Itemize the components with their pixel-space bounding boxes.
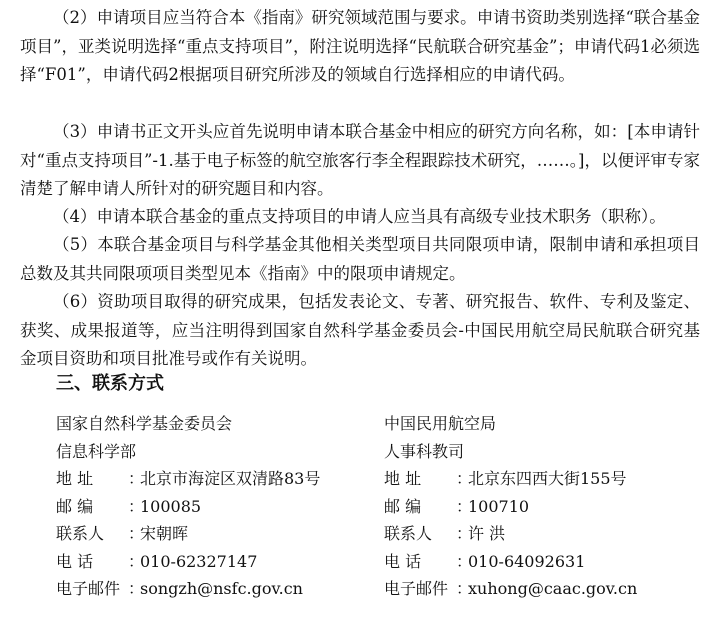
email-value[interactable]: songzh@nsfc.gov.cn	[140, 579, 303, 598]
email-value[interactable]: xuhong@caac.gov.cn	[468, 579, 638, 598]
contact-org: 国家自然科学基金委员会	[56, 414, 233, 433]
address-value: 北京市海淀区双清路83号	[140, 469, 321, 488]
address-label: 地 址 ：	[56, 469, 145, 488]
paragraph-5: （5）本联合基金项目与科学基金其他相关类型项目共同限项申请，限制申请和承担项目总数及其共同限项项目类型见本《指南》中的限项申请规定。	[20, 235, 700, 283]
postcode-value: 100085	[140, 496, 202, 516]
phone-label: 电 话 ：	[56, 551, 145, 571]
postcode-value: 100710	[468, 496, 530, 516]
contact-postcode-row	[384, 493, 704, 521]
contact-org: 中国民用航空局	[384, 414, 497, 433]
address-value: 北京东四西大街155号	[468, 469, 627, 488]
email-label: 电子邮件 ：	[56, 579, 145, 598]
person-value: 宋朝晖	[140, 524, 189, 543]
person-label: 联系人 ：	[384, 524, 473, 543]
contact-address-row	[56, 465, 376, 493]
contact-caac	[384, 410, 704, 603]
postcode-label: 邮 编 ：	[384, 496, 473, 516]
contact-phone-row	[384, 548, 704, 576]
phone-value: 010-64092631	[468, 551, 586, 571]
contact-heading: 三、联系方式	[56, 373, 164, 394]
contact-email-row	[384, 575, 704, 603]
contact-postcode-row	[56, 493, 376, 521]
contact-email-row	[56, 575, 376, 603]
postcode-label: 邮 编 ：	[56, 496, 145, 516]
contact-dept: 人事科教司	[384, 441, 465, 461]
person-label: 联系人 ：	[56, 524, 145, 543]
paragraph-3: （3）申请书正文开头应首先说明申请本联合基金中相应的研究方向名称，如：[本申请针对“重点支持项目”-1.基于电子标签的航空旅客行李全程跟踪技术研究，……。]，以便评审专家清楚了解申请人所针对的研究题目和内容。	[20, 122, 700, 198]
phone-label: 电 话 ：	[384, 551, 473, 571]
paragraph-6: （6）资助项目取得的研究成果，包括发表论文、专著、研究报告、软件、专利及鉴定、获奖、成果报道等，应当注明得到国家自然科学基金委员会-中国民用航空局民航联合研究基金项目资助和项目批准号或作有关说明。	[20, 292, 700, 368]
email-label: 电子邮件 ：	[384, 579, 473, 598]
phone-value: 010-62327147	[140, 551, 258, 571]
contact-address-row	[384, 465, 704, 493]
person-value: 许 洪	[468, 524, 506, 543]
address-label: 地 址 ：	[384, 469, 473, 488]
contact-dept: 信息科学部	[56, 441, 137, 461]
paragraph-4: （4）申请本联合基金的重点支持项目的申请人应当具有高级专业技术职务（职称）。	[53, 207, 666, 226]
contact-person-row	[56, 520, 376, 548]
contact-person-row	[384, 520, 704, 548]
paragraph-2: （2）申请项目应当符合本《指南》研究领域范围与要求。申请书资助类别选择“联合基金项目”，亚类说明选择“重点支持项目”，附注说明选择“民航联合研究基金”；申请代码1必须选择“F01”，申请代码2根据项目研究所涉及的领域自行选择相应的申请代码。	[20, 8, 700, 84]
contact-phone-row	[56, 548, 376, 576]
contact-nsfc	[56, 410, 376, 603]
